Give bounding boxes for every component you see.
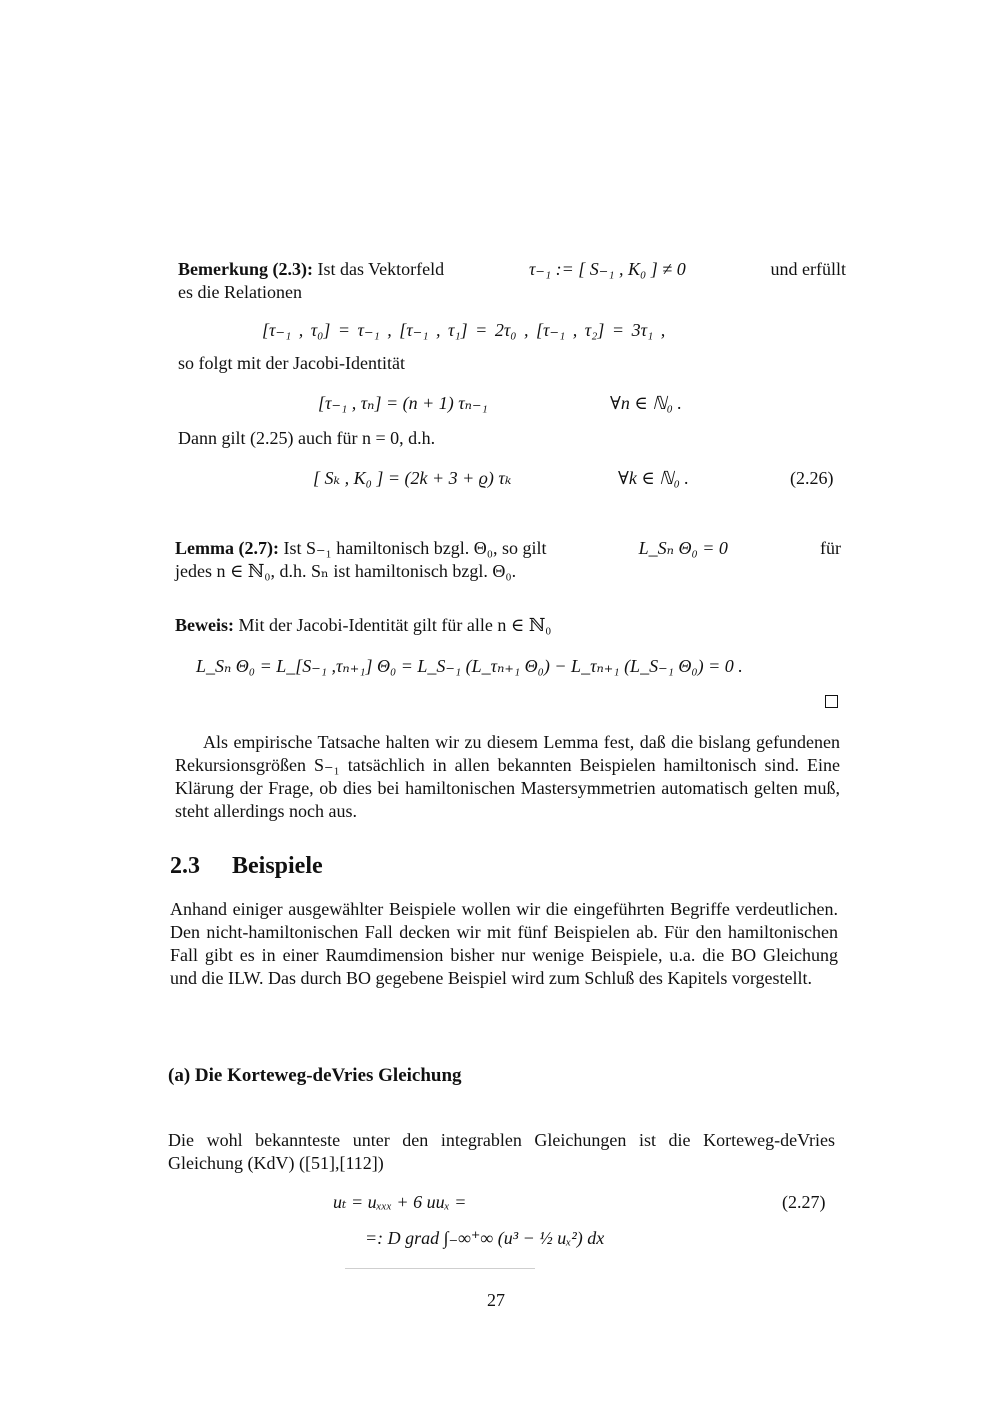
equation-number-2-27: (2.27) xyxy=(782,1192,826,1212)
jacobi-text: so folgt mit der Jacobi-Identität xyxy=(178,353,405,373)
equation-2-27-line2: =: D grad ∫₋∞⁺∞ (u³ − ½ uₓ²) dx xyxy=(365,1228,605,1248)
beweis-equation: L_Sₙ Θ₀ = L_[S₋₁ ,τₙ₊₁] Θ₀ = L_S₋₁ (L_τₙ₊₁ Θ₀) − L_τₙ₊₁ (L_S₋₁ Θ₀) = 0 . xyxy=(196,656,743,676)
bemerkung-text-end: und erfüllt xyxy=(770,259,846,279)
section-number: 2.3 xyxy=(170,853,200,879)
equation-2-27-line1: uₜ = uₓₓₓ + 6 uuₓ = xyxy=(333,1192,467,1212)
bemerkung-formula: τ₋₁ := [ S₋₁ , K₀ ] ≠ 0 xyxy=(528,259,686,279)
page-number: 27 xyxy=(487,1290,505,1310)
equation-relations: [τ₋₁ , τ₀] = τ₋₁ , [τ₋₁ , τ₁] = 2τ₀ , [τ₋₁ , τ₂] = 3τ₁ , xyxy=(262,320,666,340)
lemma-formula: L_Sₙ Θ₀ = 0 xyxy=(638,538,728,558)
lemma-label: Lemma (2.7): xyxy=(175,538,279,558)
equation-jacobi xyxy=(318,391,488,415)
subsection-heading: (a) Die Korteweg-deVries Gleichung xyxy=(168,1065,462,1086)
beweis-label: Beweis: xyxy=(175,615,234,635)
section-title: Beispiele xyxy=(232,853,323,879)
lemma-text-end: für xyxy=(820,538,841,558)
scan-artifact-line xyxy=(345,1268,535,1269)
beweis-text: Mit der Jacobi-Identität gilt für alle n ∈ ℕ₀ xyxy=(238,615,552,635)
lemma-text: Ist S₋₁ hamiltonisch bzgl. Θ₀, so gilt xyxy=(283,538,547,558)
paragraph-beispiele: Anhand einiger ausgewählter Beispiele wollen wir die eingeführten Begriffe verdeutlichen. Den nicht-hamiltonischen Fall decken wir mit fünf Beispielen ab. Für den hamiltonischen Fall gibt es in einer Raumdimension bisher nur wenige Beispiele, u.a. die BO Gleichung und die ILW. Das durch BO gegebene Beispiel wird zum Schluß des Kapitels vorgestellt. xyxy=(170,899,838,988)
dann-text: Dann gilt (2.25) auch für n = 0, d.h. xyxy=(178,428,436,448)
paragraph-empirical: Als empirische Tatsache halten wir zu diesem Lemma fest, daß die bislang gefundenen Rekursionsgrößen S₋₁ tatsächlich in allen bekannten Beispielen hamiltonisch sind. Eine Klärung der Frage, ob dies bei hamiltonischen Mastersymmetrien automatisch gelten muß, steht allerdings noch aus. xyxy=(175,732,840,821)
equation-jacobi-quantifier: ∀n ∈ ℕ₀ . xyxy=(610,393,682,413)
qed-box xyxy=(825,695,838,708)
bemerkung-label: Bemerkung (2.3): xyxy=(178,259,313,279)
beweis-block xyxy=(175,614,551,637)
equation-2-26-quantifier: ∀k ∈ ℕ₀ . xyxy=(618,468,689,488)
equation-jacobi-lhs: [τ₋₁ , τₙ] = (n + 1) τₙ₋₁ xyxy=(318,393,488,413)
bemerkung-text: Ist das Vektorfeld xyxy=(317,259,445,279)
bemerkung-block xyxy=(178,258,846,304)
equation-2-26: [ Sₖ , K₀ ] = (2k + 3 + ϱ) τₖ xyxy=(313,468,512,488)
paragraph-kdv: Die wohl bekannteste unter den integrablen Gleichungen ist die Korteweg-deVries Gleichung (KdV) ([51],[112]) xyxy=(168,1130,835,1173)
lemma-block xyxy=(175,537,841,583)
section-heading xyxy=(170,853,323,880)
bemerkung-line2: es die Relationen xyxy=(178,282,302,302)
equation-number-2-26: (2.26) xyxy=(790,468,834,488)
lemma-line2: jedes n ∈ ℕ₀, d.h. Sₙ ist hamiltonisch bzgl. Θ₀. xyxy=(175,561,517,581)
